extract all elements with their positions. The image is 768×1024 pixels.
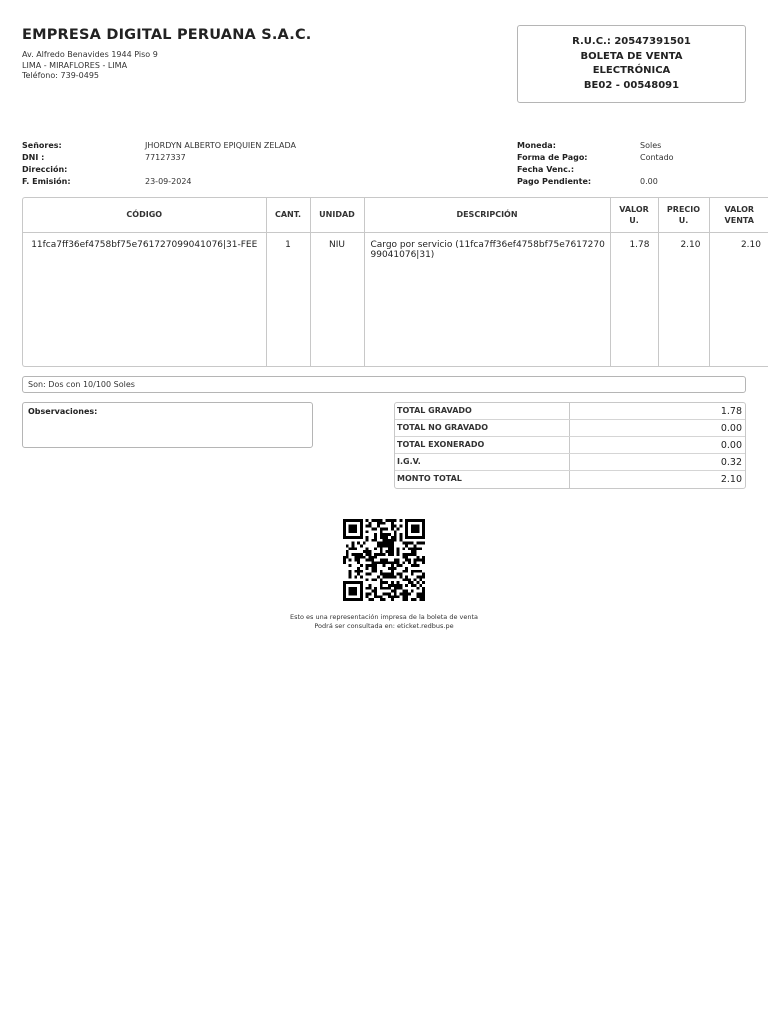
header-qty: CANT. [266,198,310,232]
total-value: 0.00 [720,440,742,451]
company-address: Av. Alfredo Benavides 1944 Piso 9 [22,50,158,59]
document-type-line1: BOLETA DE VENTA [580,50,683,62]
items-table [22,197,768,367]
header-code: CÓDIGO [23,198,266,232]
totals-table [394,402,746,489]
issue-date-label: F. Emisión: [22,177,71,186]
total-label: TOTAL NO GRAVADO [395,420,570,436]
item-sale-value: 2.10 [740,239,761,250]
client-dni-label: DNI : [22,153,45,162]
total-label: MONTO TOTAL [395,471,570,488]
total-row [395,403,745,420]
total-label: TOTAL EXONERADO [395,437,570,453]
pending-payment: 0.00 [640,177,658,186]
header-unit: UNIDAD [310,198,364,232]
company-header [22,27,312,82]
header-unit-price: PRECIO U. [658,198,709,232]
total-label: I.G.V. [395,454,570,470]
ruc-number: R.U.C.: 20547391501 [572,36,691,47]
total-value: 1.78 [720,406,742,417]
header-sale-value: VALOR VENTA [709,198,768,232]
total-value: 2.10 [720,474,742,485]
item-unit: NIU [310,232,364,366]
total-row [395,437,745,454]
total-row [395,454,745,471]
qr-code-icon [341,519,427,601]
currency-label: Moneda: [517,141,556,150]
header-unit-value: VALOR U. [610,198,658,232]
payment-info [517,140,747,188]
items-header-row [23,198,768,232]
due-date-label: Fecha Venc.: [517,165,575,174]
table-row [23,232,768,366]
document-type-line2: ELECTRÓNICA [592,65,671,76]
header-description: DESCRIPCIÓN [364,198,610,232]
currency: Soles [640,141,662,150]
issue-date: 23-09-2024 [145,177,192,186]
company-phone: Teléfono: 739-0495 [22,71,100,80]
item-description: Cargo por servicio (11fca7ff36ef4758bf75e761727099041076|31) [364,232,610,366]
total-label: TOTAL GRAVADO [395,403,570,419]
footer-line2: Podrá ser consultada en: eticket.redbus.pe [314,622,454,630]
payment-method-label: Forma de Pago: [517,153,588,162]
total-value: 0.00 [720,423,742,434]
total-row [395,420,745,437]
document-number: BE02 - 00548091 [583,79,680,91]
payment-method: Contado [640,153,674,162]
item-qty: 1 [266,232,310,366]
company-name: EMPRESA DIGITAL PERUANA S.A.C. [22,27,312,43]
item-code: 11fca7ff36ef4758bf75e761727099041076|31-FEE [23,232,266,366]
footer-line1: Esto es una representación impresa de la boleta de venta [289,613,479,621]
pending-payment-label: Pago Pendiente: [517,177,592,186]
amount-in-words: Son: Dos con 10/100 Soles [22,376,746,393]
client-dni: 77127337 [145,153,186,162]
client-name: JHORDYN ALBERTO EPIQUIEN ZELADA [145,141,297,150]
client-info [22,140,322,188]
item-unit-value: 1.78 [610,232,658,366]
total-value: 0.32 [720,457,742,468]
client-name-label: Señores: [22,141,62,150]
client-address-label: Dirección: [22,165,68,174]
observations-box [22,402,313,448]
observations-label: Observaciones: [28,407,98,416]
total-row [395,471,745,488]
footer-note [234,613,534,631]
company-city: LIMA - MIRAFLORES - LIMA [22,60,128,70]
item-unit-price: 2.10 [658,232,709,366]
document-id-box [517,25,746,103]
